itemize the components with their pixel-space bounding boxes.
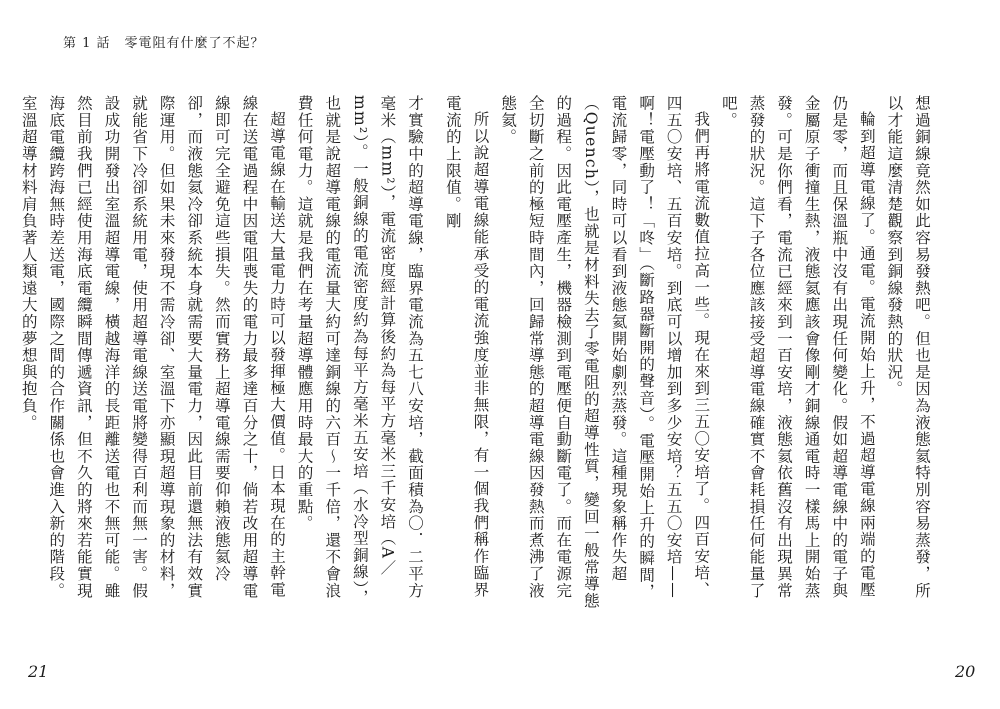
left-page-number: 21	[28, 662, 49, 681]
right-paragraph-1: 想過銅線竟然如此容易發熱吧。但也是因為液態氦特別容易蒸發，所以才能這麼清楚觀察到銅線發熱的狀況。	[885, 95, 931, 599]
right-paragraph-2: 輪到超導電線了。通電。電流開始上升，不過超導電線兩端的電壓仍是零，而且保溫瓶中沒有出現任何變化。假如超導電線中的電子與金屬原子衝撞生熱，液態氦應該會像剛才銅線通電時一樣馬上開始蒸發。可是你們看，電流已經來到一百安培，液態氦依舊沒有出現異常蒸發的狀況。這下子各位應該接受超導電線確實不會耗損任何能量了吧。	[719, 95, 876, 599]
left-page-body	[19, 95, 428, 610]
chapter-header: 第 1 話 零電阻有什麼了不起？	[63, 36, 265, 51]
right-paragraph-4: 所以說超導電線能承受的電流強度並非無限，有一個我們稱作臨界電流的上限值。剛	[443, 95, 490, 598]
left-paragraph-2: 超導電線在輸送大量電力時可以發揮極大價值。日本現在的主幹電線在送電過程中因電阻喪失的電力最多達百分之十，倘若改用超導電線即可完全避免這些損失。然而實務上超導電線需要仰賴液態氦冷卻，而液態氦冷卻系統本身就需要大量電力，因此目前還無法有效實際運用。但如果未來發現不需冷卻、室溫下亦顯現超導現象的材料，就能省下冷卻系統用電，使用超導電線送電將變得百利而無一害。假設成功開發出室溫超導電線，橫越海洋的長距離送電也不無可能。雖然目前我們已經使用海底電纜瞬間傳遞資訊，但不久的將來若能實現海底電纜跨海無時差送電，國際之間的合作關係也會進入新的階段。室溫超導材料肩負著人類遠大的夢想與抱負。	[19, 95, 287, 599]
right-page-body	[443, 95, 935, 610]
left-paragraph-1: 才實驗中的超導電線，臨界電流為五七八安培，截面積為〇．二平方毫米（mm²），電流密度經計算後約為每平方毫米三千安培（A／mm²）。一般銅線的電流密度約為每平方毫米五安培（水冷型銅線），也就是說超導電線的電流量大約可達銅線的六百〜一千倍，還不會浪費任何電力。這就是我們在考量超導體應用時最大的重點。	[295, 95, 424, 607]
right-page-number: 20	[955, 662, 976, 681]
right-paragraph-3: 我們再將電流數值拉高一些。現在來到三五〇安培了。四百安培、四五〇安培、五百安培。到底可以增加到多少安培？五五〇安培——啊！電壓動了！「咚」（斷路器斷開的聲音）。電壓開始上升的瞬間，電流歸零，同時可以看到液態氦開始劇烈蒸發。這種現象稱作失超（Quench），也就是材料失去了零電阻的超導性質，變回一般常導態的過程。因此電壓產生，機器檢測到電壓便自動斷電了。而在電源完全切斷之前的極短時間內，回歸常導態的超導電線因發熱而煮沸了液態氦。	[499, 95, 711, 610]
